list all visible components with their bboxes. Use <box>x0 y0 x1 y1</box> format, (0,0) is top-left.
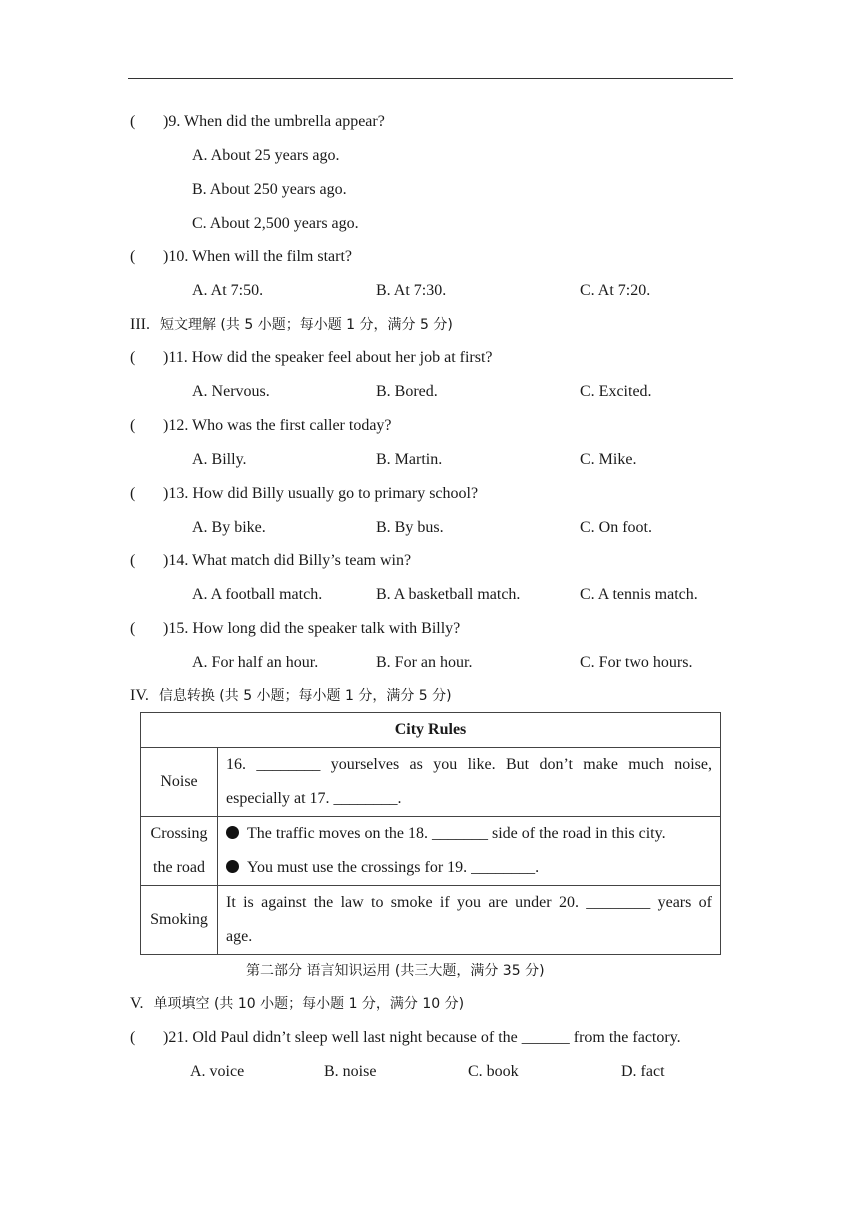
option-b: B. For an hour. <box>376 654 473 671</box>
header-rule <box>128 78 733 79</box>
answer-paren: ( <box>130 620 136 637</box>
bullet-text: You must use the crossings for 19. ________. <box>247 859 540 876</box>
smoking-line-1: It is against the law to smoke if you are under 20. ________ years of <box>226 894 712 911</box>
option-a: A. About 25 years ago. <box>192 147 340 164</box>
table-title: City Rules <box>141 713 721 748</box>
smoking-line-2: age. <box>226 928 253 945</box>
option-c: C. book <box>468 1063 519 1080</box>
option-a: A. voice <box>190 1063 245 1080</box>
section-4-heading <box>130 686 452 706</box>
answer-paren: ( <box>130 113 136 130</box>
question-text: )9. When did the umbrella appear? <box>163 113 385 130</box>
question-text: )10. When will the film start? <box>163 248 352 265</box>
part-2-heading: 第二部分 语言知识运用 (共三大题，满分 35 分) <box>246 963 545 979</box>
option-b: B. At 7:30. <box>376 282 447 299</box>
section-title: 信息转换 (共 5 小题；每小题 1 分，满分 5 分) <box>158 688 452 704</box>
row-label: Noise <box>141 748 218 817</box>
option-a: A. For half an hour. <box>192 654 319 671</box>
table-row-crossing <box>141 817 721 886</box>
option-a: A. At 7:50. <box>192 282 264 299</box>
question-text: )12. Who was the first caller today? <box>163 417 392 434</box>
bullet-icon <box>226 860 239 873</box>
option-a: A. Nervous. <box>192 383 270 400</box>
question-text: )21. Old Paul didn’t sleep well last night because of the ______ from the factory. <box>163 1029 681 1046</box>
option-a: A. A football match. <box>192 586 323 603</box>
answer-paren: ( <box>130 552 136 569</box>
answer-paren: ( <box>130 417 136 434</box>
bullet-text: The traffic moves on the 18. _______ side of the road in this city. <box>247 825 666 842</box>
row-label-line-2: the road <box>153 859 205 876</box>
option-c: C. At 7:20. <box>580 282 651 299</box>
section-number: V. <box>130 995 144 1012</box>
section-5-heading <box>130 994 464 1014</box>
row-content <box>218 886 721 955</box>
table-row-smoking <box>141 886 721 955</box>
answer-paren: ( <box>130 485 136 502</box>
section-title: 单项填空 (共 10 小题；每小题 1 分，满分 10 分) <box>153 996 465 1012</box>
option-b: B. noise <box>324 1063 377 1080</box>
row-label <box>141 817 218 886</box>
answer-paren: ( <box>130 1029 136 1046</box>
option-c: C. Mike. <box>580 451 637 468</box>
question-text: )14. What match did Billy’s team win? <box>163 552 412 569</box>
question-text: )11. How did the speaker feel about her job at first? <box>163 349 493 366</box>
option-b: B. A basketball match. <box>376 586 521 603</box>
option-b: B. About 250 years ago. <box>192 181 347 198</box>
table-row-noise <box>141 748 721 817</box>
noise-line-2: especially at 17. ________. <box>226 790 402 807</box>
question-text: )15. How long did the speaker talk with Billy? <box>163 620 461 637</box>
option-b: B. Martin. <box>376 451 443 468</box>
section-number: IV. <box>130 687 149 704</box>
option-a: A. By bike. <box>192 519 266 536</box>
bullet-item <box>226 817 712 851</box>
option-d: D. fact <box>621 1063 665 1080</box>
row-content <box>218 817 721 886</box>
question-text: )13. How did Billy usually go to primary school? <box>163 485 479 502</box>
option-b: B. By bus. <box>376 519 444 536</box>
option-b: B. Bored. <box>376 383 438 400</box>
answer-paren: ( <box>130 248 136 265</box>
bullet-item <box>226 851 712 885</box>
bullet-icon <box>226 826 239 839</box>
option-c: C. Excited. <box>580 383 652 400</box>
row-content <box>218 748 721 817</box>
option-a: A. Billy. <box>192 451 247 468</box>
row-label-line-1: Crossing <box>150 825 208 842</box>
row-label: Smoking <box>141 886 218 955</box>
option-c: C. On foot. <box>580 519 652 536</box>
option-c: C. A tennis match. <box>580 586 698 603</box>
city-rules-table <box>140 712 721 955</box>
option-c: C. For two hours. <box>580 654 693 671</box>
section-3-heading <box>130 315 453 335</box>
answer-paren: ( <box>130 349 136 366</box>
section-title: 短文理解 (共 5 小题；每小题 1 分，满分 5 分) <box>159 317 453 333</box>
option-c: C. About 2,500 years ago. <box>192 215 359 232</box>
section-number: III. <box>130 316 150 333</box>
noise-line-1: 16. ________ yourselves as you like. But don’t make much noise, <box>226 756 712 773</box>
